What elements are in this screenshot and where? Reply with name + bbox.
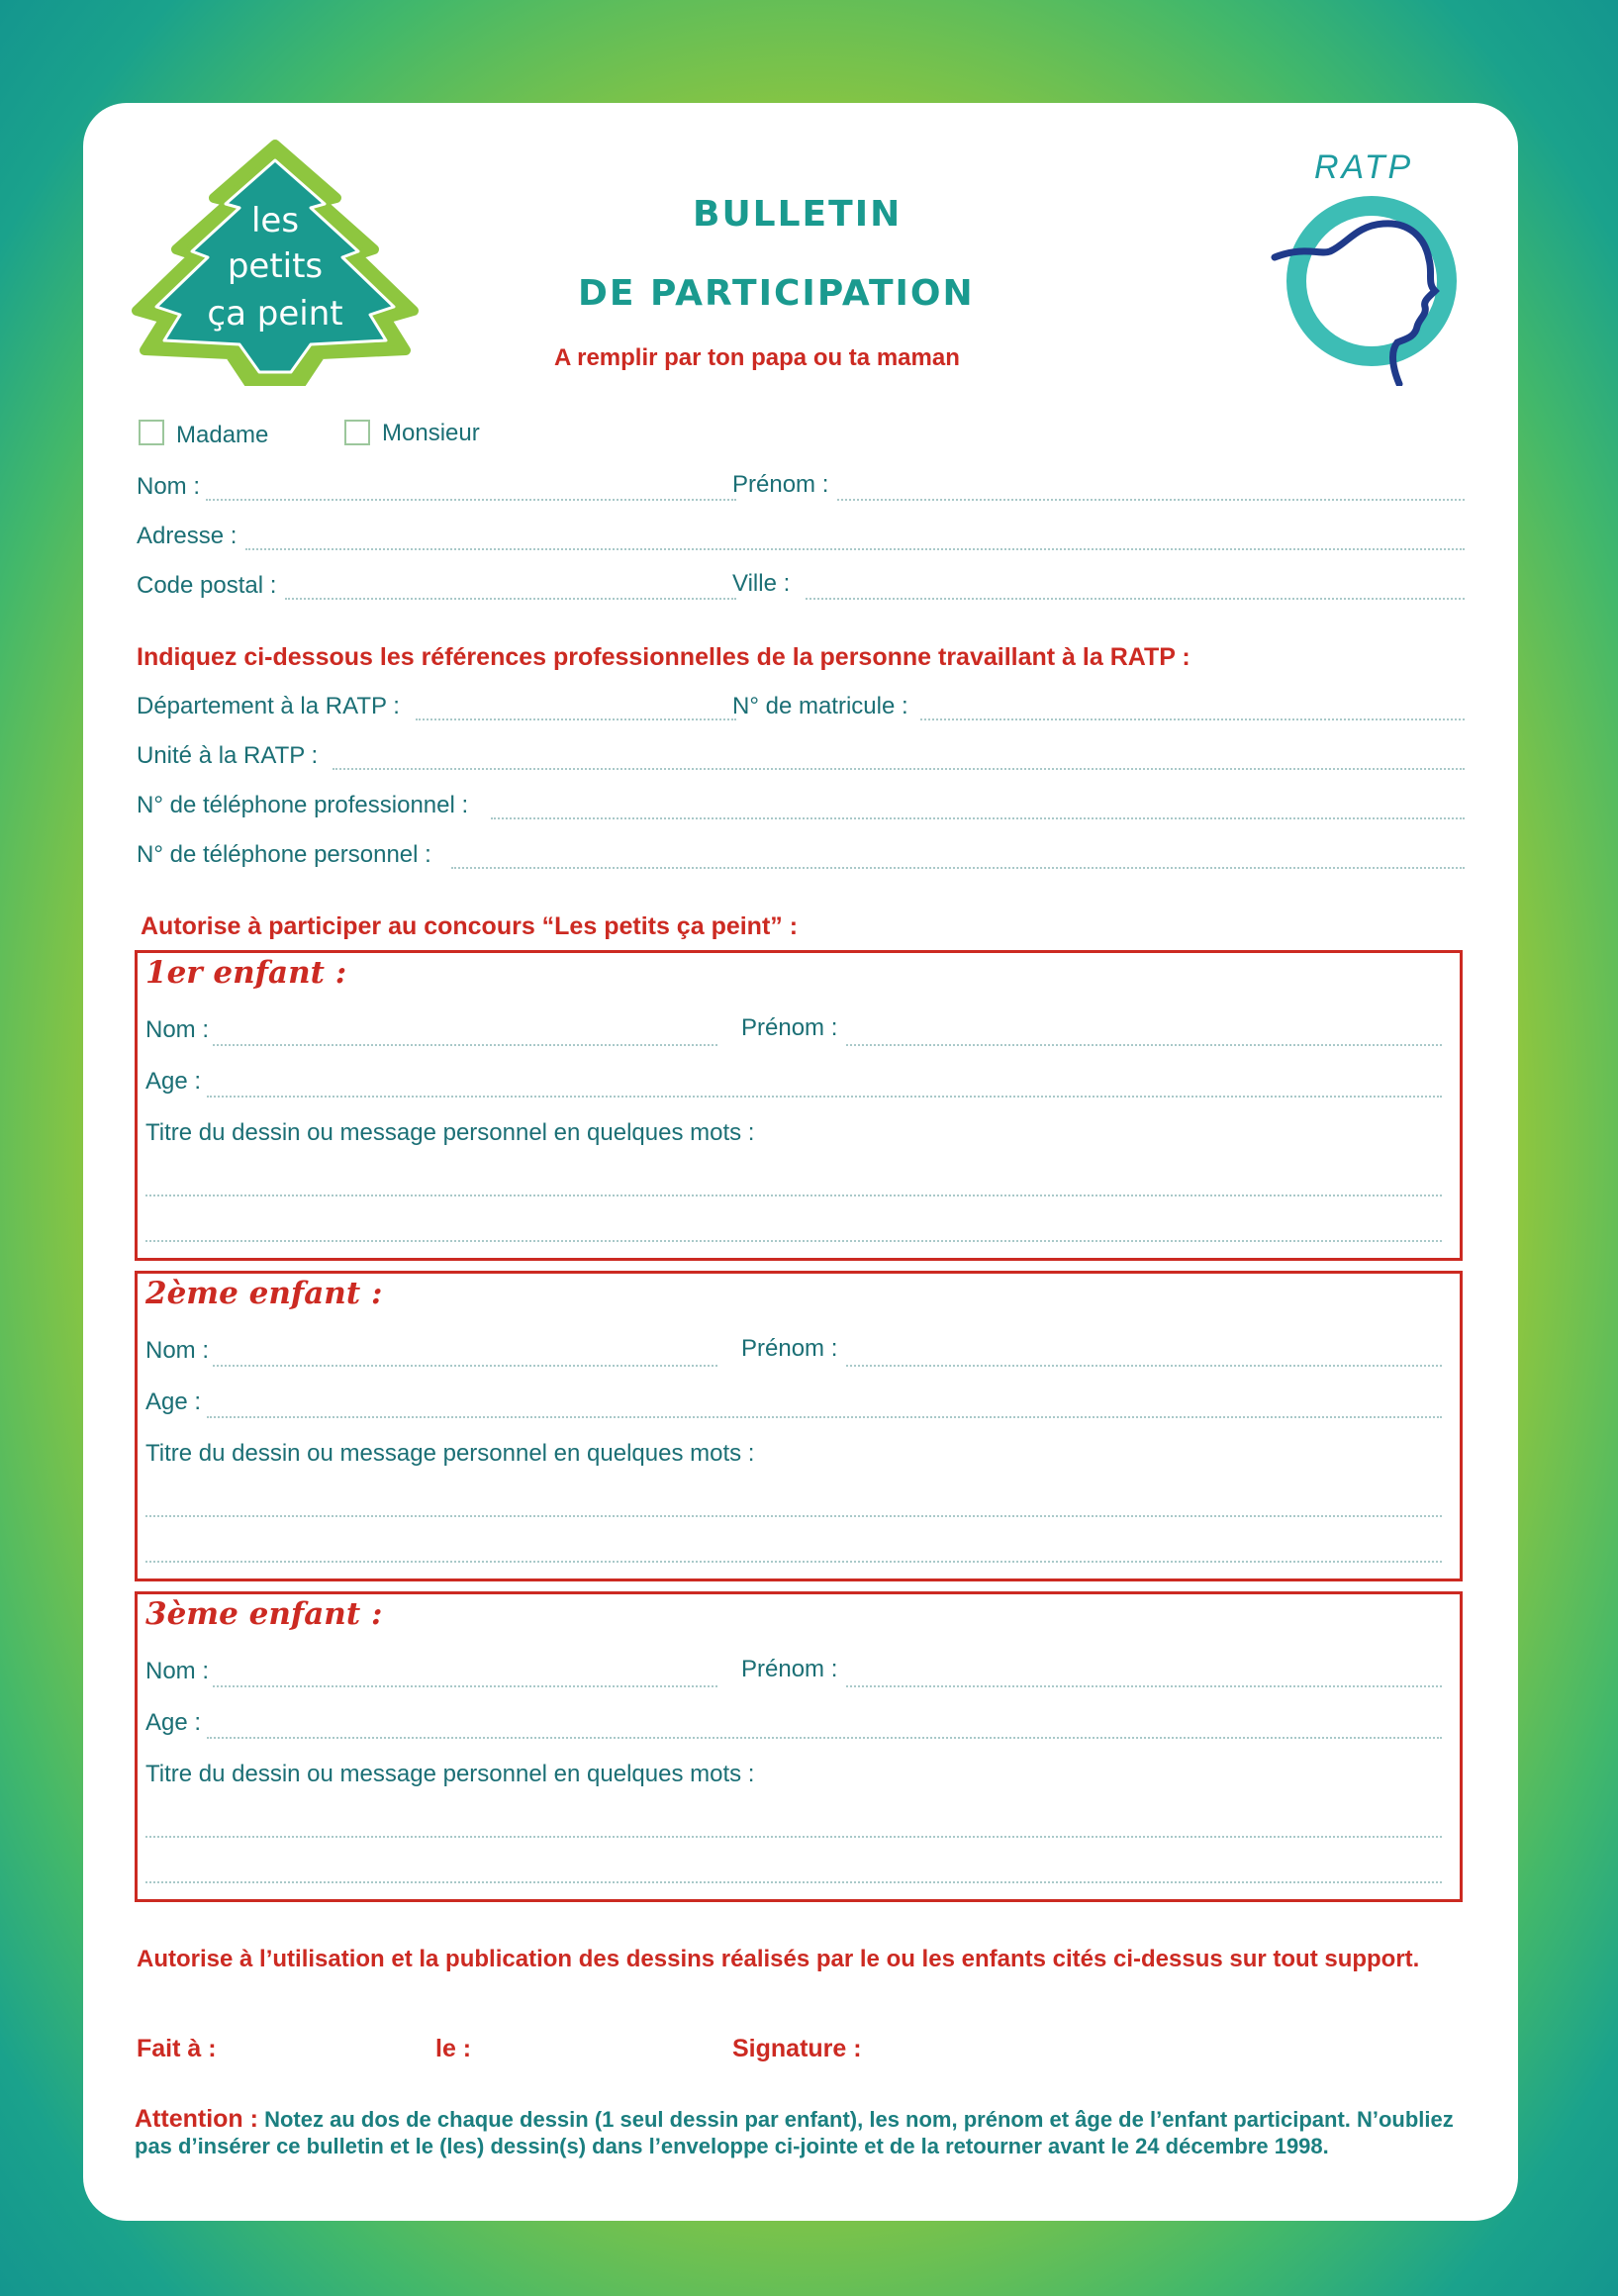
child-3-nom-label: Nom : bbox=[145, 1658, 210, 1684]
child-3-prenom-label: Prénom : bbox=[741, 1656, 838, 1682]
logo-line3: ça peint bbox=[207, 294, 343, 334]
monsieur-checkbox[interactable] bbox=[344, 420, 370, 445]
subtitle: A remplir par ton papa ou ta maman bbox=[554, 344, 960, 371]
title-line1: BULLETIN bbox=[693, 194, 903, 235]
title-line2: DE PARTICIPATION bbox=[578, 273, 975, 314]
prenom-label: Prénom : bbox=[732, 471, 829, 498]
child-3-title: 3ème enfant : bbox=[145, 1596, 383, 1632]
child-1-prenom-field[interactable] bbox=[846, 1044, 1442, 1046]
child-3-age-label: Age : bbox=[145, 1709, 202, 1736]
child-3-box bbox=[135, 1591, 1463, 1902]
monsieur-label: Monsieur bbox=[382, 420, 480, 446]
child-3-titre-line-1[interactable] bbox=[145, 1836, 1442, 1838]
child-1-titre-label: Titre du dessin ou message personnel en quelques mots : bbox=[145, 1119, 755, 1146]
nom-label: Nom : bbox=[137, 473, 201, 500]
matricule-field[interactable] bbox=[920, 718, 1465, 720]
les-petits-ca-peint-logo bbox=[127, 139, 424, 386]
child-2-titre-line-1[interactable] bbox=[145, 1515, 1442, 1517]
ratp-logo bbox=[1261, 148, 1459, 386]
child-1-nom-field[interactable] bbox=[213, 1044, 717, 1046]
unite-label: Unité à la RATP : bbox=[137, 742, 319, 769]
madame-checkbox[interactable] bbox=[139, 420, 164, 445]
child-1-age-label: Age : bbox=[145, 1068, 202, 1095]
child-2-titre-line-2[interactable] bbox=[145, 1561, 1442, 1563]
ville-field[interactable] bbox=[806, 598, 1465, 600]
tel-pro-label: N° de téléphone professionnel : bbox=[137, 792, 469, 818]
child-2-title: 2ème enfant : bbox=[145, 1276, 383, 1311]
child-3-age-field[interactable] bbox=[207, 1737, 1442, 1739]
tel-perso-label: N° de téléphone personnel : bbox=[137, 841, 431, 868]
form-sheet bbox=[83, 103, 1518, 2221]
child-2-nom-field[interactable] bbox=[213, 1365, 717, 1367]
child-3-titre-label: Titre du dessin ou message personnel en quelques mots : bbox=[145, 1761, 755, 1787]
signature-label: Signature : bbox=[732, 2035, 862, 2062]
child-2-prenom-label: Prénom : bbox=[741, 1335, 838, 1362]
child-3-nom-field[interactable] bbox=[213, 1685, 717, 1687]
child-1-nom-label: Nom : bbox=[145, 1016, 210, 1043]
authorisation-text: Autorise à l’utilisation et la publication des dessins réalisés par le ou les enfants cités ci-dessus sur tout support. bbox=[137, 1946, 1420, 1972]
prenom-field[interactable] bbox=[837, 499, 1465, 501]
le-label: le : bbox=[435, 2035, 472, 2062]
attention-note bbox=[135, 2106, 1467, 2159]
tree-icon bbox=[127, 139, 424, 386]
child-1-title: 1er enfant : bbox=[145, 955, 347, 991]
child-2-titre-label: Titre du dessin ou message personnel en quelques mots : bbox=[145, 1440, 755, 1467]
logo-line1: les bbox=[250, 201, 300, 240]
code-postal-label: Code postal : bbox=[137, 572, 277, 599]
departement-label: Département à la RATP : bbox=[137, 693, 400, 719]
ratp-face-icon bbox=[1261, 188, 1459, 386]
ville-label: Ville : bbox=[732, 570, 791, 597]
tel-pro-field[interactable] bbox=[491, 817, 1465, 819]
child-2-box bbox=[135, 1271, 1463, 1581]
tel-perso-field[interactable] bbox=[451, 867, 1465, 869]
nom-field[interactable] bbox=[206, 499, 736, 501]
logo-line2: petits bbox=[227, 246, 324, 286]
child-3-prenom-field[interactable] bbox=[846, 1685, 1442, 1687]
pro-heading: Indiquez ci-dessous les références professionnelles de la personne travaillant à la RATP : bbox=[137, 643, 1190, 671]
child-1-prenom-label: Prénom : bbox=[741, 1014, 838, 1041]
contest-heading: Autorise à participer au concours “Les petits ça peint” : bbox=[141, 912, 799, 940]
child-2-prenom-field[interactable] bbox=[846, 1365, 1442, 1367]
ratp-brand: RATP bbox=[1314, 148, 1414, 186]
adresse-field[interactable] bbox=[245, 548, 1465, 550]
madame-label: Madame bbox=[176, 422, 269, 448]
child-3-titre-line-2[interactable] bbox=[145, 1881, 1442, 1883]
attention-text: Notez au dos de chaque dessin (1 seul dessin par enfant), les nom, prénom et âge de l’enfant participant. N’oubliez pas d’insérer ce bulletin et le (les) dessin(s) dans l’enveloppe ci-jointe et de la retourner avant le 24 décembre 1998. bbox=[135, 2107, 1454, 2158]
matricule-label: N° de matricule : bbox=[732, 693, 908, 719]
child-2-nom-label: Nom : bbox=[145, 1337, 210, 1364]
departement-field[interactable] bbox=[416, 718, 736, 720]
child-1-titre-line-2[interactable] bbox=[145, 1240, 1442, 1242]
adresse-label: Adresse : bbox=[137, 523, 238, 549]
child-1-titre-line-1[interactable] bbox=[145, 1195, 1442, 1196]
child-2-age-label: Age : bbox=[145, 1388, 202, 1415]
unite-field[interactable] bbox=[333, 768, 1465, 770]
fait-a-label: Fait à : bbox=[137, 2035, 217, 2062]
attention-label: Attention : bbox=[135, 2105, 258, 2133]
child-1-box bbox=[135, 950, 1463, 1261]
child-2-age-field[interactable] bbox=[207, 1416, 1442, 1418]
child-1-age-field[interactable] bbox=[207, 1096, 1442, 1098]
code-postal-field[interactable] bbox=[285, 598, 736, 600]
